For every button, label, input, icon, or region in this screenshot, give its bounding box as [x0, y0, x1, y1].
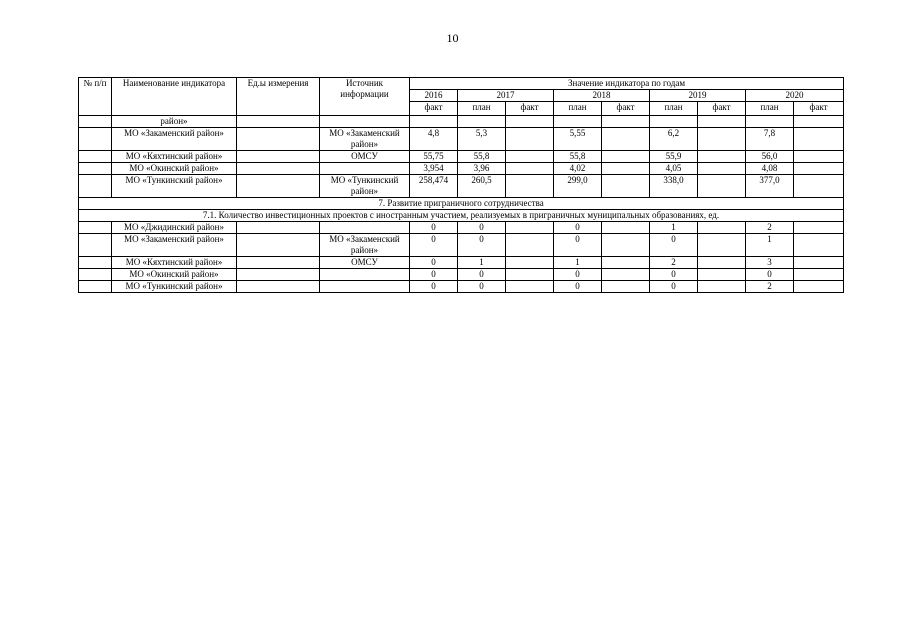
- cell-p2017: 0: [458, 222, 506, 234]
- cell-source: ОМСУ: [320, 151, 410, 163]
- table-row: [79, 234, 844, 257]
- table-row: [79, 175, 844, 198]
- table-row: [79, 128, 844, 151]
- cell-p2018: [554, 116, 602, 128]
- cell-indicator-name: МО «Джидинский район»: [112, 222, 237, 234]
- cell-p2019: 0: [650, 281, 698, 293]
- cell-f2020: [794, 269, 844, 281]
- cell-unit: [237, 116, 320, 128]
- cell-p2019: 55,9: [650, 151, 698, 163]
- cell-f2017: [506, 151, 554, 163]
- cell-f2017: [506, 257, 554, 269]
- cell-f2017: [506, 269, 554, 281]
- cell-f2017: [506, 222, 554, 234]
- cell-p2017: [458, 116, 506, 128]
- cell-v2016: 3,954: [410, 163, 458, 175]
- cell-indicator-name: МО «Окинский район»: [112, 163, 237, 175]
- table-row: [79, 116, 844, 128]
- cell-v2016: 0: [410, 222, 458, 234]
- cell-p2017: 0: [458, 269, 506, 281]
- cell-f2019: [698, 163, 746, 175]
- header-fact-2020: факт: [794, 102, 844, 116]
- cell-no: [79, 151, 112, 163]
- cell-source: [320, 163, 410, 175]
- table-row: [79, 269, 844, 281]
- table-row: [79, 281, 844, 293]
- cell-unit: [237, 163, 320, 175]
- cell-p2020: 0: [746, 269, 794, 281]
- cell-indicator-name: МО «Кяхтинский район»: [112, 151, 237, 163]
- cell-indicator-name: район»: [112, 116, 237, 128]
- cell-indicator-name: МО «Окинский район»: [112, 269, 237, 281]
- header-fact-2016: факт: [410, 102, 458, 116]
- cell-f2018: [602, 175, 650, 198]
- cell-f2017: [506, 281, 554, 293]
- cell-p2017: 260,5: [458, 175, 506, 198]
- cell-v2016: [410, 116, 458, 128]
- cell-unit: [237, 151, 320, 163]
- cell-no: [79, 222, 112, 234]
- cell-unit: [237, 128, 320, 151]
- cell-f2020: [794, 222, 844, 234]
- cell-v2016: 0: [410, 269, 458, 281]
- cell-unit: [237, 222, 320, 234]
- cell-p2020: [746, 116, 794, 128]
- cell-p2019: 6,2: [650, 128, 698, 151]
- header-plan-2017: план: [458, 102, 506, 116]
- cell-unit: [237, 281, 320, 293]
- cell-p2019: [650, 116, 698, 128]
- header-unit: Ед.ы измерения: [237, 78, 320, 116]
- header-name: Наименование индикатора: [112, 78, 237, 116]
- indicator-7-1-title: 7.1. Количество инвестиционных проектов с иностранным участием, реализуемых в приграничных муниципальных образованиях, ед.: [79, 210, 844, 222]
- cell-source: ОМСУ: [320, 257, 410, 269]
- cell-f2020: [794, 234, 844, 257]
- cell-p2017: 0: [458, 234, 506, 257]
- cell-p2017: 5,3: [458, 128, 506, 151]
- cell-p2019: 1: [650, 222, 698, 234]
- cell-p2020: 4,08: [746, 163, 794, 175]
- header-year-2020: 2020: [746, 90, 844, 102]
- cell-source: МО «Закаменский район»: [320, 128, 410, 151]
- cell-f2020: [794, 116, 844, 128]
- cell-f2019: [698, 234, 746, 257]
- cell-f2018: [602, 151, 650, 163]
- cell-p2017: 1: [458, 257, 506, 269]
- cell-unit: [237, 269, 320, 281]
- cell-f2017: [506, 163, 554, 175]
- cell-f2017: [506, 128, 554, 151]
- cell-p2017: 0: [458, 281, 506, 293]
- cell-source: МО «Тункинский район»: [320, 175, 410, 198]
- cell-f2020: [794, 281, 844, 293]
- page-number: 10: [446, 31, 459, 45]
- cell-f2019: [698, 151, 746, 163]
- cell-p2018: 0: [554, 281, 602, 293]
- cell-f2019: [698, 175, 746, 198]
- cell-v2016: 55,75: [410, 151, 458, 163]
- cell-no: [79, 234, 112, 257]
- header-year-2017: 2017: [458, 90, 554, 102]
- cell-p2018: 55,8: [554, 151, 602, 163]
- cell-f2018: [602, 281, 650, 293]
- cell-f2019: [698, 128, 746, 151]
- cell-indicator-name: МО «Кяхтинский район»: [112, 257, 237, 269]
- table-row: [79, 222, 844, 234]
- cell-p2020: 56,0: [746, 151, 794, 163]
- cell-v2016: 4,8: [410, 128, 458, 151]
- cell-unit: [237, 257, 320, 269]
- section-title: 7. Развитие приграничного сотрудничества: [79, 198, 844, 210]
- cell-p2020: 1: [746, 234, 794, 257]
- cell-p2018: 299,0: [554, 175, 602, 198]
- cell-p2018: 0: [554, 234, 602, 257]
- cell-unit: [237, 175, 320, 198]
- header-fact-2019: факт: [698, 102, 746, 116]
- cell-p2020: 3: [746, 257, 794, 269]
- cell-f2020: [794, 175, 844, 198]
- cell-source: [320, 222, 410, 234]
- cell-f2020: [794, 151, 844, 163]
- cell-f2018: [602, 116, 650, 128]
- header-year-2016: 2016: [410, 90, 458, 102]
- cell-f2018: [602, 269, 650, 281]
- cell-source: МО «Закаменский район»: [320, 234, 410, 257]
- cell-f2018: [602, 128, 650, 151]
- cell-no: [79, 128, 112, 151]
- cell-no: [79, 281, 112, 293]
- table-row: [79, 151, 844, 163]
- cell-no: [79, 269, 112, 281]
- cell-f2018: [602, 234, 650, 257]
- cell-p2020: 2: [746, 222, 794, 234]
- cell-p2020: 2: [746, 281, 794, 293]
- cell-p2018: 0: [554, 269, 602, 281]
- cell-no: [79, 163, 112, 175]
- table-row: [79, 163, 844, 175]
- cell-p2019: 4,05: [650, 163, 698, 175]
- header-plan-2019: план: [650, 102, 698, 116]
- cell-f2019: [698, 116, 746, 128]
- cell-v2016: 0: [410, 257, 458, 269]
- header-plan-2020: план: [746, 102, 794, 116]
- cell-p2018: 4,02: [554, 163, 602, 175]
- header-values: Значение индикатора по годам: [410, 78, 844, 90]
- cell-f2019: [698, 222, 746, 234]
- cell-source: [320, 281, 410, 293]
- cell-f2020: [794, 163, 844, 175]
- cell-f2018: [602, 222, 650, 234]
- cell-f2018: [602, 257, 650, 269]
- cell-no: [79, 257, 112, 269]
- cell-no: [79, 116, 112, 128]
- cell-f2020: [794, 257, 844, 269]
- header-plan-2018: план: [554, 102, 602, 116]
- cell-p2019: 2: [650, 257, 698, 269]
- cell-source: [320, 116, 410, 128]
- cell-indicator-name: МО «Закаменский район»: [112, 128, 237, 151]
- cell-f2019: [698, 257, 746, 269]
- cell-p2018: 0: [554, 222, 602, 234]
- table-row: [79, 257, 844, 269]
- cell-source: [320, 269, 410, 281]
- header-fact-2017: факт: [506, 102, 554, 116]
- header-source: Источник информации: [320, 78, 410, 116]
- cell-f2019: [698, 281, 746, 293]
- cell-v2016: 258,474: [410, 175, 458, 198]
- cell-p2017: 55,8: [458, 151, 506, 163]
- header-year-2018: 2018: [554, 90, 650, 102]
- header-fact-2018: факт: [602, 102, 650, 116]
- cell-f2017: [506, 175, 554, 198]
- cell-no: [79, 175, 112, 198]
- cell-f2017: [506, 116, 554, 128]
- cell-v2016: 0: [410, 281, 458, 293]
- cell-f2020: [794, 128, 844, 151]
- cell-p2020: 7,8: [746, 128, 794, 151]
- cell-indicator-name: МО «Тункинский район»: [112, 175, 237, 198]
- cell-f2018: [602, 163, 650, 175]
- cell-f2019: [698, 269, 746, 281]
- cell-indicator-name: МО «Закаменский район»: [112, 234, 237, 257]
- cell-indicator-name: МО «Тункинский район»: [112, 281, 237, 293]
- cell-unit: [237, 234, 320, 257]
- header-year-2019: 2019: [650, 90, 746, 102]
- cell-p2020: 377,0: [746, 175, 794, 198]
- cell-p2017: 3,96: [458, 163, 506, 175]
- cell-v2016: 0: [410, 234, 458, 257]
- indicator-table: [78, 77, 844, 293]
- cell-p2019: 338,0: [650, 175, 698, 198]
- cell-p2018: 5,55: [554, 128, 602, 151]
- cell-f2017: [506, 234, 554, 257]
- cell-p2018: 1: [554, 257, 602, 269]
- cell-p2019: 0: [650, 269, 698, 281]
- header-no: № п/п: [79, 78, 112, 116]
- cell-p2019: 0: [650, 234, 698, 257]
